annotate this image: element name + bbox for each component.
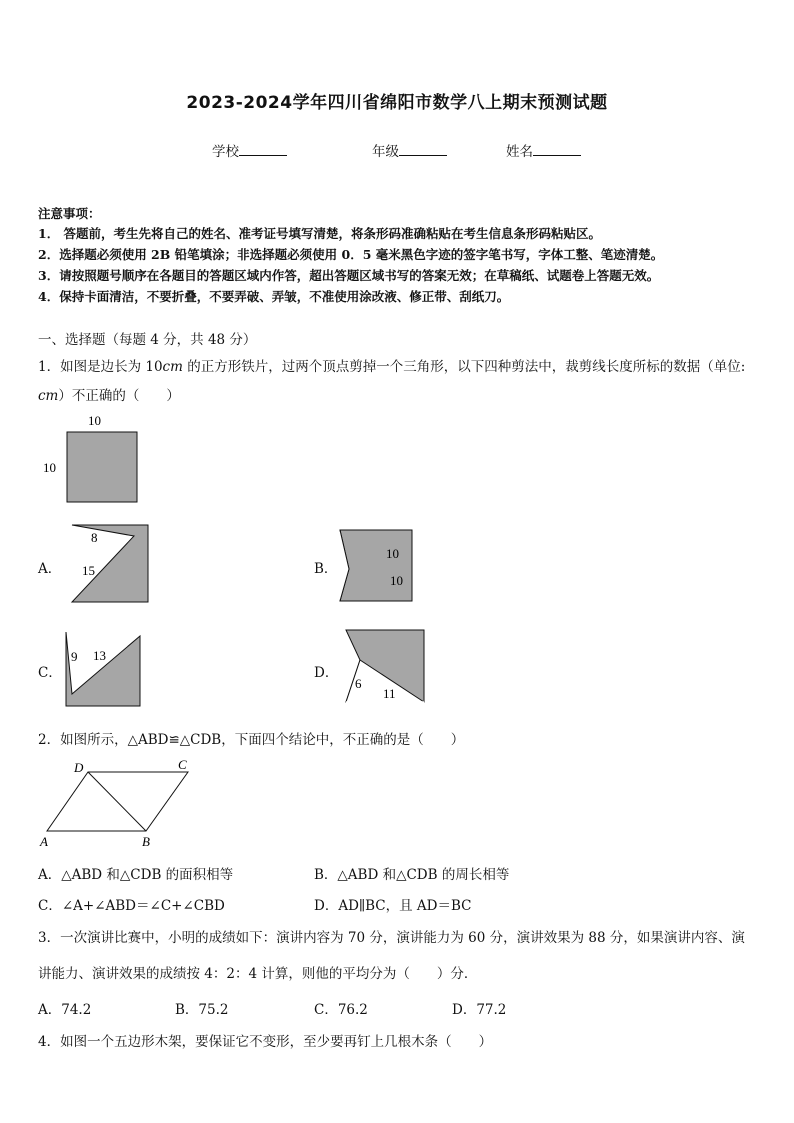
diagonal-db <box>88 772 146 831</box>
q1-option-a-figure <box>66 520 156 610</box>
q1-option-a-letter: A． <box>38 561 62 577</box>
point-a-label: A <box>40 834 48 849</box>
q1-option-c-letter: C． <box>38 665 62 681</box>
grade-blank <box>399 143 447 156</box>
q2-parallelogram-figure <box>36 756 202 852</box>
note-item-2: 2．选择题必须使用 2B 铅笔填涂；非选择题必须使用 0．5 毫米黑色字迹的签字笔书写，字体工整、笔迹清楚。 <box>38 247 664 262</box>
option-d-label-right: 11 <box>383 686 396 701</box>
q3-option-c: C．76.2 <box>314 1002 368 1018</box>
q1-stem-line2: 𝑐𝑚）不正确的（ ） <box>38 388 180 404</box>
name-field <box>506 140 581 160</box>
name-label: 姓名 <box>506 144 533 160</box>
q3-option-b: B．75.2 <box>175 1002 229 1018</box>
note-item-1: 1． 答题前，考生先将自己的姓名、准考证号填写清楚，将条形码准确粘贴在考生信息条形码粘贴区。 <box>38 226 602 241</box>
section-heading: 一、选择题（每题 4 分，共 48 分） <box>38 332 257 348</box>
q1-option-d-figure <box>336 624 432 708</box>
note-item-4: 4．保持卡面清洁，不要折叠，不要弄破、弄皱，不准使用涂改液、修正带、刮纸刀。 <box>38 289 510 304</box>
grade-field <box>372 140 447 160</box>
q1-option-c-figure <box>60 628 150 712</box>
option-a-label-top: 8 <box>91 530 98 545</box>
option-c-label-right: 13 <box>93 648 106 663</box>
q2-option-c: C．∠A+∠ABD＝∠C+∠CBD <box>38 898 225 914</box>
q3-option-a: A．74.2 <box>38 1002 92 1018</box>
q3-stem-line2: 讲能力、演讲效果的成绩按 4：2：4 计算，则他的平均分为（ ）分． <box>38 966 478 982</box>
option-a-label-bottom: 15 <box>82 563 95 578</box>
option-b-label-bottom: 10 <box>390 573 403 588</box>
q2-option-d: D．AD∥BC，且 AD＝BC <box>314 898 472 914</box>
q1-option-b-figure <box>334 524 424 610</box>
q4-stem: 4．如图一个五边形木架，要保证它不变形，至少要再钉上几根木条（ ） <box>38 1034 493 1050</box>
notes-heading: 注意事项： <box>38 206 101 221</box>
school-field <box>212 140 287 160</box>
q1-stem-line1: 1．如图是边长为 10𝑐𝑚 的正方形铁片，过两个顶点剪掉一个三角形，以下四种剪法中，裁剪线长度所标的数据（单位: <box>38 359 746 375</box>
option-b-shape <box>340 530 412 601</box>
option-d-label-left: 6 <box>355 676 362 691</box>
page-title: 2023-2024学年四川省绵阳市数学八上期末预测试题 <box>186 93 608 113</box>
option-c-label-left: 9 <box>71 649 78 664</box>
name-blank <box>533 143 581 156</box>
school-label: 学校 <box>212 144 239 160</box>
q3-stem-line1: 3．一次演讲比赛中，小明的成绩如下：演讲内容为 70 分，演讲能力为 60 分，演讲效果为 88 分，如果演讲内容、演 <box>38 930 745 946</box>
grade-label: 年级 <box>372 144 399 160</box>
q3-option-d: D．77.2 <box>452 1002 507 1018</box>
option-c-shape <box>66 632 140 706</box>
option-b-label-top: 10 <box>386 546 399 561</box>
q2-option-b: B．△ABD 和△CDB 的周长相等 <box>314 867 510 883</box>
point-b-label: B <box>142 834 150 849</box>
school-blank <box>239 143 287 156</box>
note-item-3: 3．请按照题号顺序在各题目的答题区域内作答，超出答题区域书写的答案无效；在草稿纸、试题卷上答题无效。 <box>38 268 660 283</box>
square-top-label: 10 <box>88 413 101 428</box>
point-d-label: D <box>74 760 84 775</box>
q1-option-b-letter: B． <box>314 561 338 577</box>
square-shape <box>67 432 137 502</box>
q2-option-a: A．△ABD 和△CDB 的面积相等 <box>38 867 234 883</box>
q2-stem: 2．如图所示，△ABD≌△CDB，下面四个结论中，不正确的是（ ） <box>38 732 465 748</box>
point-c-label: C <box>178 757 187 772</box>
square-left-label: 10 <box>43 460 56 475</box>
q1-option-d-letter: D． <box>314 665 339 681</box>
q1-square-figure <box>40 410 150 510</box>
